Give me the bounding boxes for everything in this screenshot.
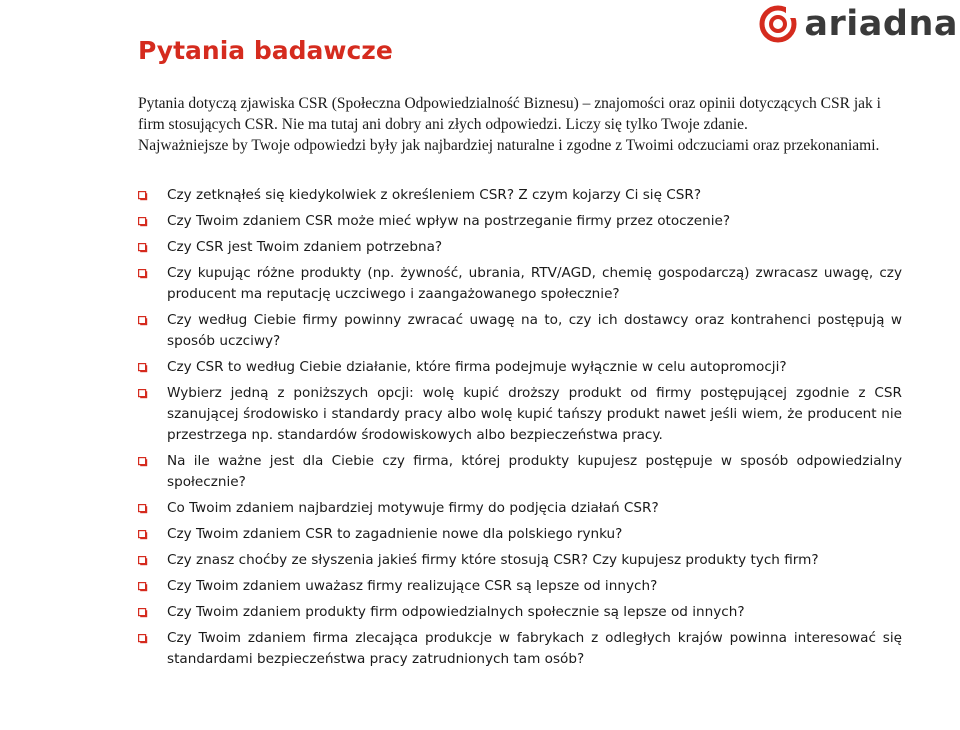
question-item — [138, 576, 902, 597]
intro-paragraph — [138, 93, 902, 156]
checkbox-bullet-icon — [138, 457, 148, 467]
question-text: Czy Twoim zdaniem firma zlecająca produkcje w fabrykach z odległych krajów powinna interesować się standardami bezpieczeństwa pracy zatrudnionych tam osób? — [167, 630, 902, 667]
page-title: Pytania badawcze — [138, 36, 393, 65]
checkbox-bullet-icon — [138, 269, 148, 279]
checkbox-bullet-icon — [138, 316, 148, 326]
question-text: Czy Twoim zdaniem CSR to zagadnienie nowe dla polskiego rynku? — [167, 526, 623, 542]
checkbox-bullet-icon — [138, 634, 148, 644]
question-item — [138, 602, 902, 623]
question-text: Co Twoim zdaniem najbardziej motywuje firmy do podjęcia działań CSR? — [167, 500, 659, 516]
question-item — [138, 263, 902, 305]
ariadna-logo-icon — [758, 4, 798, 44]
question-list — [138, 185, 902, 675]
question-text: Na ile ważne jest dla Ciebie czy firma, której produkty kupujesz postępuje w sposób odpowiedzialny społecznie? — [167, 453, 902, 490]
checkbox-bullet-icon — [138, 243, 148, 253]
checkbox-bullet-icon — [138, 217, 148, 227]
question-item — [138, 498, 902, 519]
checkbox-bullet-icon — [138, 363, 148, 373]
checkbox-bullet-icon — [138, 530, 148, 540]
question-item — [138, 211, 902, 232]
question-item — [138, 237, 902, 258]
checkbox-bullet-icon — [138, 389, 148, 399]
question-text: Czy CSR jest Twoim zdaniem potrzebna? — [167, 239, 443, 255]
question-text: Wybierz jedną z poniższych opcji: wolę kupić droższy produkt od firmy postępującej zgodnie z CSR szanującej środowisko i standardy pracy albo wolę kupić tańszy produkt nawet jeśli wiem, że producent nie przestrzega np. standardów środowiskowych albo bezpieczeństwa pracy. — [167, 385, 902, 443]
checkbox-bullet-icon — [138, 191, 148, 201]
checkbox-bullet-icon — [138, 608, 148, 618]
intro-text-1: Pytania dotyczą zjawiska CSR (Społeczna Odpowiedzialność Biznesu) – znajomości oraz opinii dotyczących CSR jak i firm stosujących CSR. Nie ma tutaj ani dobry ani złych odpowiedzi. Liczy się tylko Twoje zdanie. — [138, 95, 881, 133]
question-item — [138, 628, 902, 670]
checkbox-bullet-icon — [138, 504, 148, 514]
question-text: Czy znasz choćby ze słyszenia jakieś firmy które stosują CSR? Czy kupujesz produkty tych firm? — [167, 552, 819, 568]
intro-text-2: Najważniejsze by Twoje odpowiedzi były jak najbardziej naturalne i zgodne z Twoimi odczuciami oraz przekonaniami. — [138, 137, 880, 154]
ariadna-logo — [758, 4, 958, 44]
question-text: Czy Twoim zdaniem CSR może mieć wpływ na postrzeganie firmy przez otoczenie? — [167, 213, 731, 229]
question-text: Czy według Ciebie firmy powinny zwracać uwagę na to, czy ich dostawcy oraz kontrahenci postępują w sposób uczciwy? — [167, 312, 902, 349]
logo-text: ariadna — [804, 4, 958, 44]
question-item — [138, 451, 902, 493]
question-text: Czy zetknąłeś się kiedykolwiek z określeniem CSR? Z czym kojarzy Ci się CSR? — [167, 187, 702, 203]
question-item — [138, 185, 902, 206]
question-text: Czy Twoim zdaniem produkty firm odpowiedzialnych społecznie są lepsze od innych? — [167, 604, 745, 620]
question-text: Czy kupując różne produkty (np. żywność, ubrania, RTV/AGD, chemię gospodarczą) zwracasz uwagę, czy producent ma reputację uczciwego i zaangażowanego społecznie? — [167, 265, 902, 302]
question-text: Czy Twoim zdaniem uważasz firmy realizujące CSR są lepsze od innych? — [167, 578, 658, 594]
checkbox-bullet-icon — [138, 582, 148, 592]
question-text: Czy CSR to według Ciebie działanie, które firma podejmuje wyłącznie w celu autopromocji? — [167, 359, 787, 375]
checkbox-bullet-icon — [138, 556, 148, 566]
question-item — [138, 357, 902, 378]
question-item — [138, 383, 902, 446]
question-item — [138, 524, 902, 545]
question-item — [138, 550, 902, 571]
question-item — [138, 310, 902, 352]
